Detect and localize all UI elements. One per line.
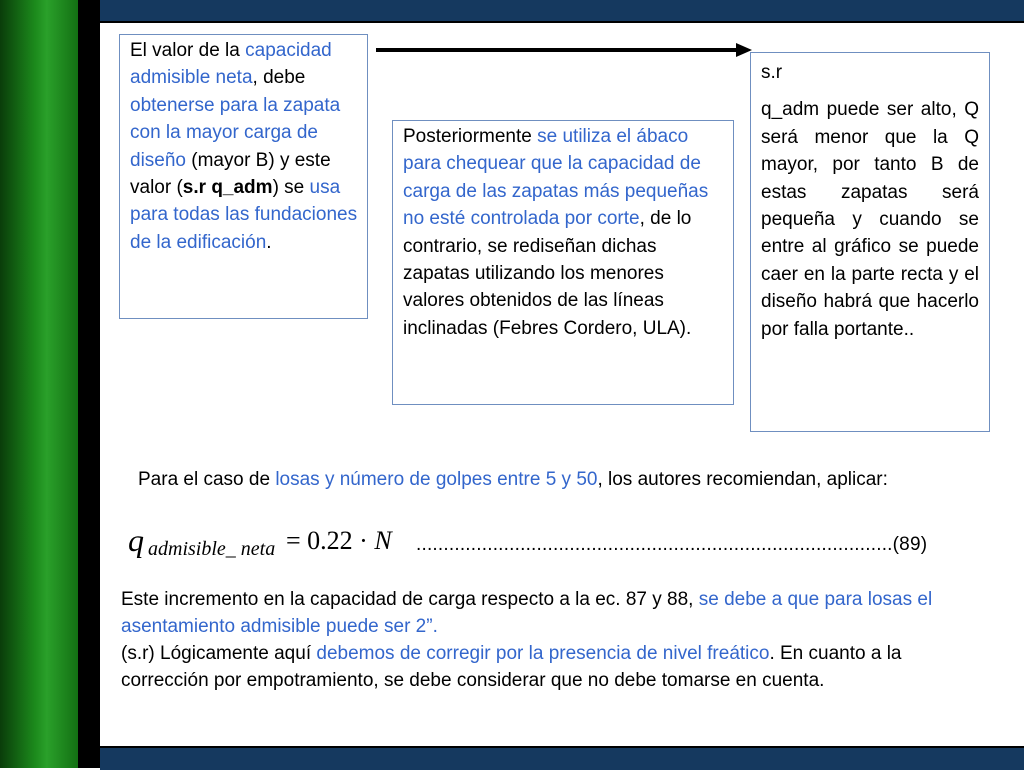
left-green-band <box>0 0 78 768</box>
equation-number: .......................................................................................(89) <box>416 534 928 555</box>
formula-subscript: admisible_ neta <box>148 538 276 560</box>
right-note-box <box>750 52 990 432</box>
formula-rhs <box>286 526 392 556</box>
left-note-box <box>119 34 368 319</box>
highlight-text: debemos de corregir por la presencia de nivel freático <box>316 643 770 664</box>
bottom-navy-bar <box>100 746 1024 770</box>
text: , los autores recomiendan, aplicar: <box>597 469 888 490</box>
paragraph-losas <box>138 466 978 493</box>
formula-coefficient: = 0.22 · <box>286 526 375 555</box>
text: , de lo contrario, se rediseñan dichas zapatas utilizando los menores valores obtenidos de las líneas inclinadas (Febres Cordero, ULA). <box>403 208 692 339</box>
text: Posteriormente <box>403 126 538 147</box>
text: ) se <box>272 177 310 199</box>
paragraph-incremento <box>121 586 991 694</box>
text: Este incremento en la capacidad de carga respecto a la ec. 87 y 88, <box>121 589 699 610</box>
text: . <box>266 231 272 253</box>
highlight-text: se debe a que para losas el asentamiento admisible puede ser 2”. <box>121 589 933 637</box>
text: (s.r) Lógicamente aquí <box>121 643 317 664</box>
arrow-icon <box>376 40 756 60</box>
text: El valor de la <box>130 40 246 61</box>
text: Para el caso de <box>138 469 276 490</box>
text: (mayor B) y este valor ( <box>130 149 331 199</box>
highlight-text: losas y número de golpes entre 5 y 50 <box>275 469 598 490</box>
note-title: s.r <box>761 62 783 83</box>
highlight-text: capacidad admisible neta <box>130 40 332 89</box>
text: . En cuanto a la corrección por empotramiento, se debe considerar que no debe tomarse en cuenta. <box>121 643 902 691</box>
highlight-text: se utiliza el ábaco para chequear que la capacidad de carga de las zapatas más pequeñas no esté controlada por corte <box>403 126 709 230</box>
highlight-text: obtenerse para la zapata con la mayor carga de diseño <box>130 94 341 171</box>
bold-text: s.r q_adm <box>182 177 273 199</box>
note-body: q_adm puede ser alto, Q será menor que la Q mayor, por tanto B de estas zapatas será pequeña y cuando se entre al gráfico se puede caer en la parte recta y el diseño habrá que hacerlo por falla portante.. <box>761 99 979 340</box>
formula-variable: N <box>374 526 392 555</box>
equation-89 <box>128 522 1018 568</box>
top-navy-bar <box>100 0 1024 23</box>
text: , debe <box>252 67 306 89</box>
formula-q: q <box>128 522 144 558</box>
highlight-text: usa para todas las fundaciones de la edificación <box>130 177 358 253</box>
left-black-stripe <box>78 0 100 768</box>
middle-note-box <box>392 120 734 405</box>
